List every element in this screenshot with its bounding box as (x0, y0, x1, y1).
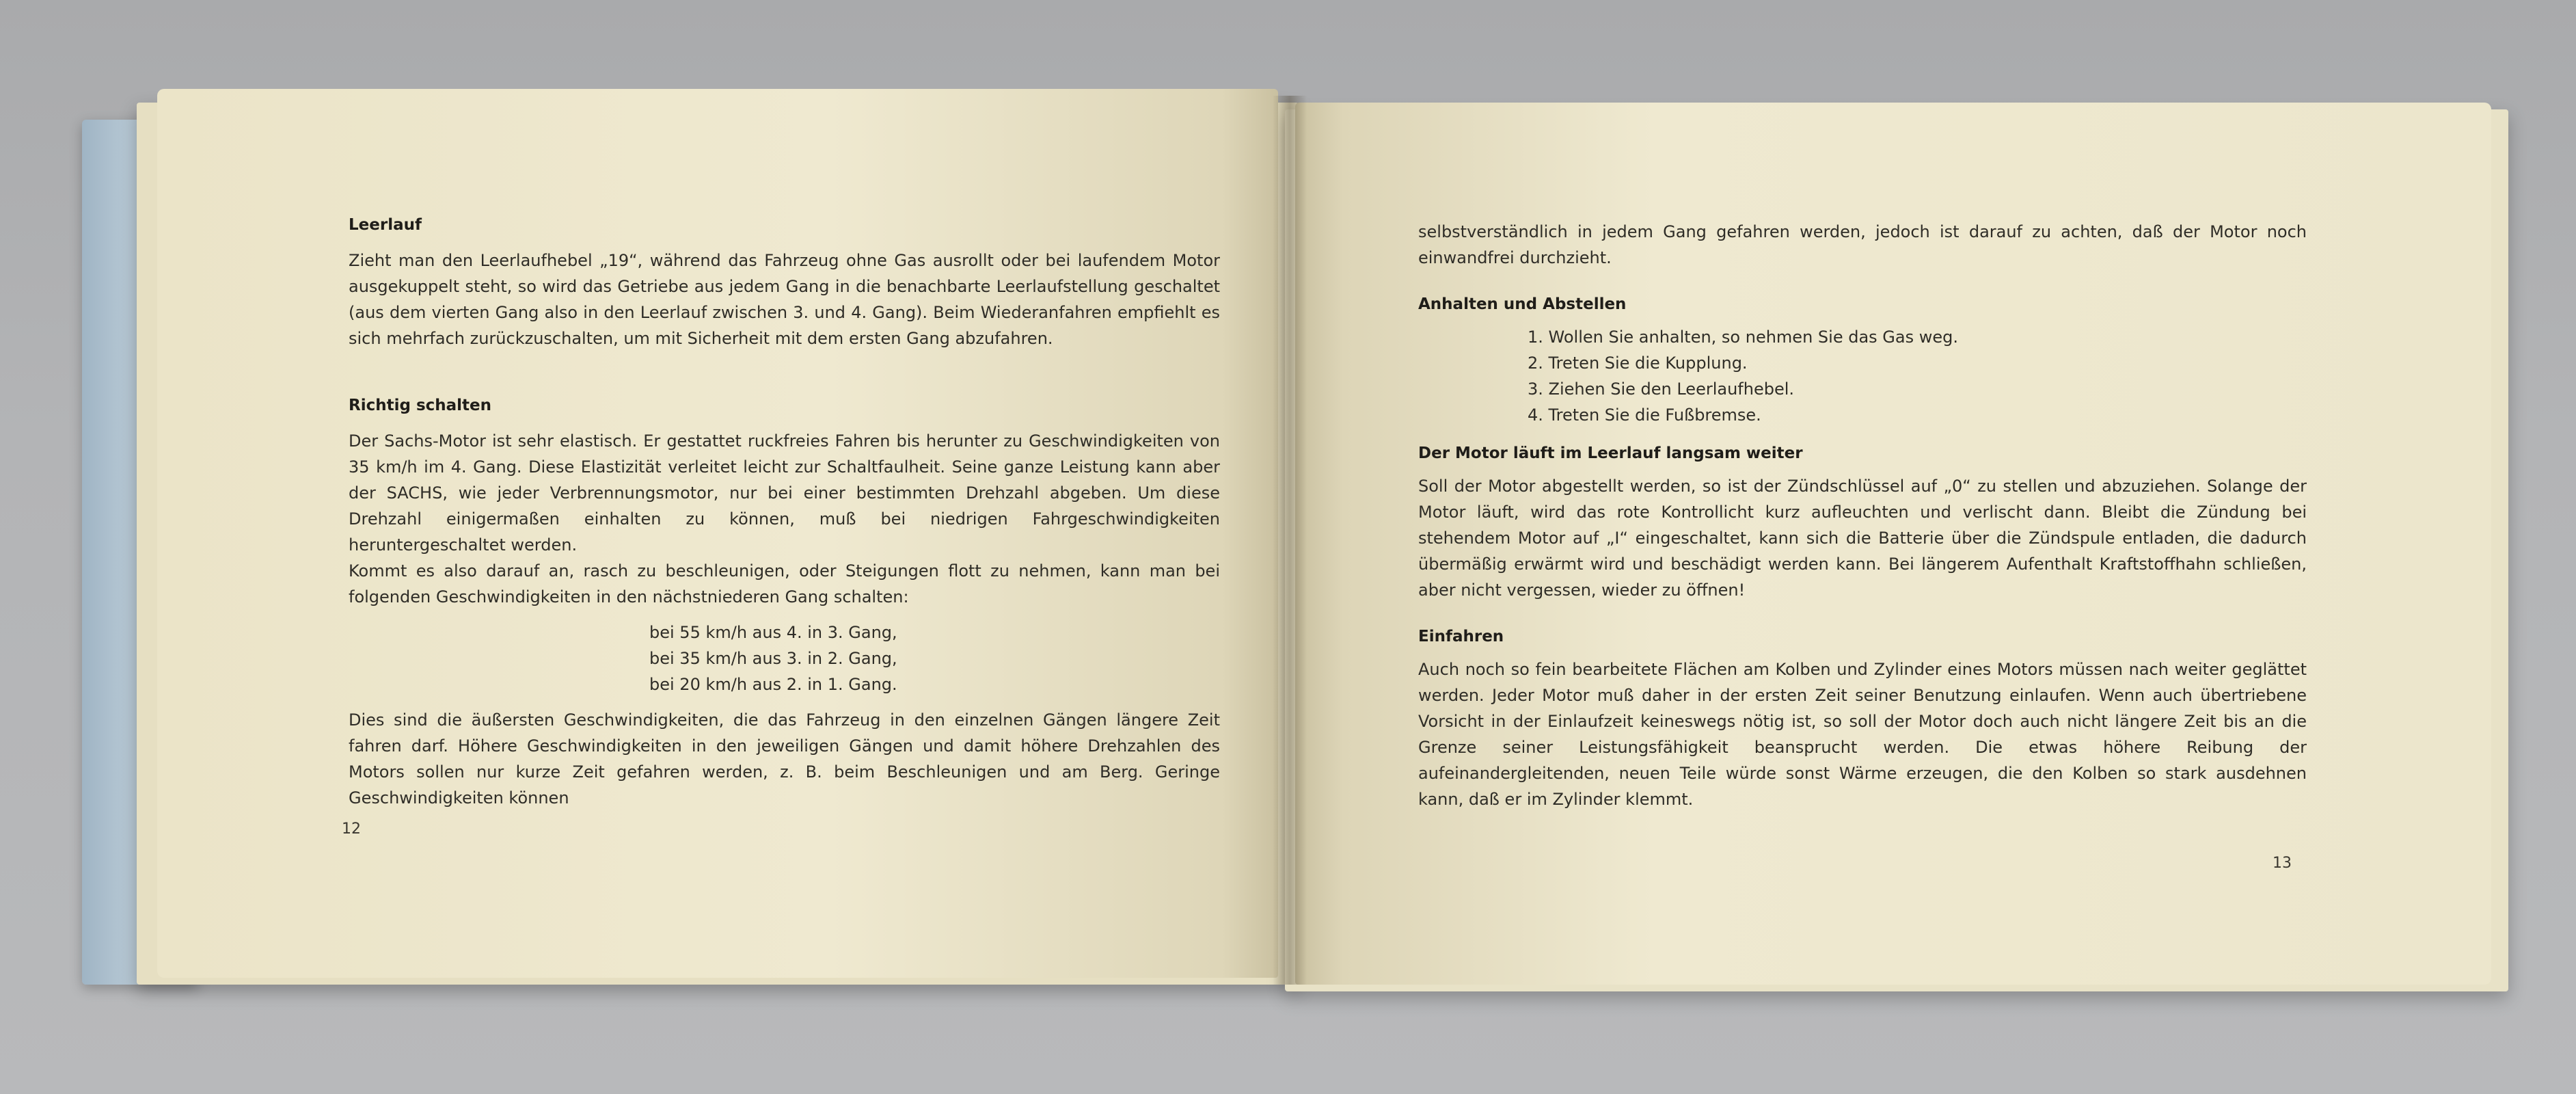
left-page-content (349, 212, 1220, 811)
gear-speed-item: bei 35 km/h aus 3. in 2. Gang, (649, 649, 897, 668)
idle-paragraph: Soll der Motor abgestellt werden, so ist der Zündschlüssel auf „0“ zu stellen und abzuziehen. Solange der Motor läuft, wird das rote Kontrollicht kurz aufleuchten und verlischt dann. Bleibt die Zündung bei stehendem Motor auf „I“ eingeschaltet, kann sich die Batterie über die Zündspule entladen, die dadurch übermäßig erwärmt wird und beschädigt werden kann. Bei längerem Aufenthalt Kraftstoffhahn schließen, aber nicht vergessen, wieder zu öffnen! (1418, 477, 2307, 600)
section-heading-einfahren: Einfahren (1418, 628, 1504, 645)
section-heading-anhalten: Anhalten und Abstellen (1418, 295, 1627, 313)
stop-step-item: 1. Wollen Sie anhalten, so nehmen Sie das Gas weg. (1528, 328, 1958, 347)
page-number-right: 13 (2273, 855, 2292, 872)
stop-steps-list (1528, 324, 2307, 428)
book-spine-gutter (1273, 96, 1307, 985)
section-heading-leerlauf: Leerlauf (349, 216, 422, 234)
gear-speed-item: bei 55 km/h aus 4. in 3. Gang, (649, 623, 897, 642)
section-heading-motor-leerlauf: Der Motor läuft im Leerlauf langsam weiter (1418, 444, 1803, 462)
stop-step-item: 4. Treten Sie die Fußbremse. (1528, 405, 1761, 425)
continuation-paragraph: selbstverständlich in jedem Gang gefahren werden, jedoch ist darauf zu achten, daß der Motor noch einwandfrei durchzieht. (1418, 222, 2307, 267)
stop-step-item: 3. Ziehen Sie den Leerlaufhebel. (1528, 379, 1795, 399)
leerlauf-paragraph: Zieht man den Leerlaufhebel „19“, während das Fahrzeug ohne Gas ausrollt oder bei laufendem Motor ausgekuppelt steht, so wird das Getriebe aus jedem Gang in die benachbarte Leerlaufstellung geschaltet (aus dem vierten Gang also in den Leerlauf zwischen 3. und 4. Gang). Beim Wiederanfahren empfiehlt es sich mehrfach zurückzuschalten, um mit Sicherheit mit dem ersten Gang abzufahren. (349, 251, 1220, 348)
breakin-paragraph: Auch noch so fein bearbeitete Flächen am Kolben und Zylinder eines Motors müssen nach weiter geglättet werden. Jeder Motor muß daher in der ersten Zeit seiner Benutzung einlaufen. Wenn auch übertriebene Vorsicht in der Einlaufzeit keineswegs nötig ist, so soll der Motor doch auch nicht längere Zeit bis an die Grenze seiner Leistungsfähigkeit beansprucht werden. Die etwas höhere Reibung der aufeinandergleitenden, neuen Teile würde sonst Wärme erzeugen, die den Kolben so stark ausdehnen kann, daß er im Zylinder klemmt. (1418, 660, 2307, 809)
left-page (157, 89, 1278, 978)
gear-speed-list (649, 619, 1220, 697)
right-page (1295, 103, 2491, 985)
section-heading-richtig-schalten: Richtig schalten (349, 397, 492, 414)
schalten-paragraph-1: Der Sachs-Motor ist sehr elastisch. Er gestattet ruckfreies Fahren bis herunter zu Geschwindigkeiten von 35 km/h im 4. Gang. Diese Elastizität verleitet leicht zur Schaltfaulheit. Seine ganze Leistung kann aber der SACHS, wie jeder Verbrennungsmotor, nur bei einer bestimmten Drehzahl abgeben. Um diese Drehzahl einigermaßen einhalten zu können, muß bei niedrigen Fahrgeschwindigkeiten heruntergeschaltet werden. (349, 431, 1220, 555)
schalten-paragraph-2: Kommt es also darauf an, rasch zu beschleunigen, oder Steigungen flott zu nehmen, kann man bei folgenden Geschwindigkeiten in den nächstniederen Gang schalten: (349, 561, 1220, 606)
gear-speed-item: bei 20 km/h aus 2. in 1. Gang. (649, 675, 897, 694)
right-page-content (1418, 219, 2307, 812)
schalten-paragraph-3: Dies sind die äußersten Geschwindigkeiten, die das Fahrzeug in den einzelnen Gängen längere Zeit fahren darf. Höhere Geschwindigkeiten in den jeweiligen Gängen und damit höhere Drehzahlen des Motors sollen nur kurze Zeit gefahren werden, z. B. beim Beschleunigen und am Berg. Geringe Geschwindigkeiten können (349, 710, 1220, 808)
page-number-left: 12 (342, 820, 361, 838)
stop-step-item: 2. Treten Sie die Kupplung. (1528, 353, 1748, 373)
